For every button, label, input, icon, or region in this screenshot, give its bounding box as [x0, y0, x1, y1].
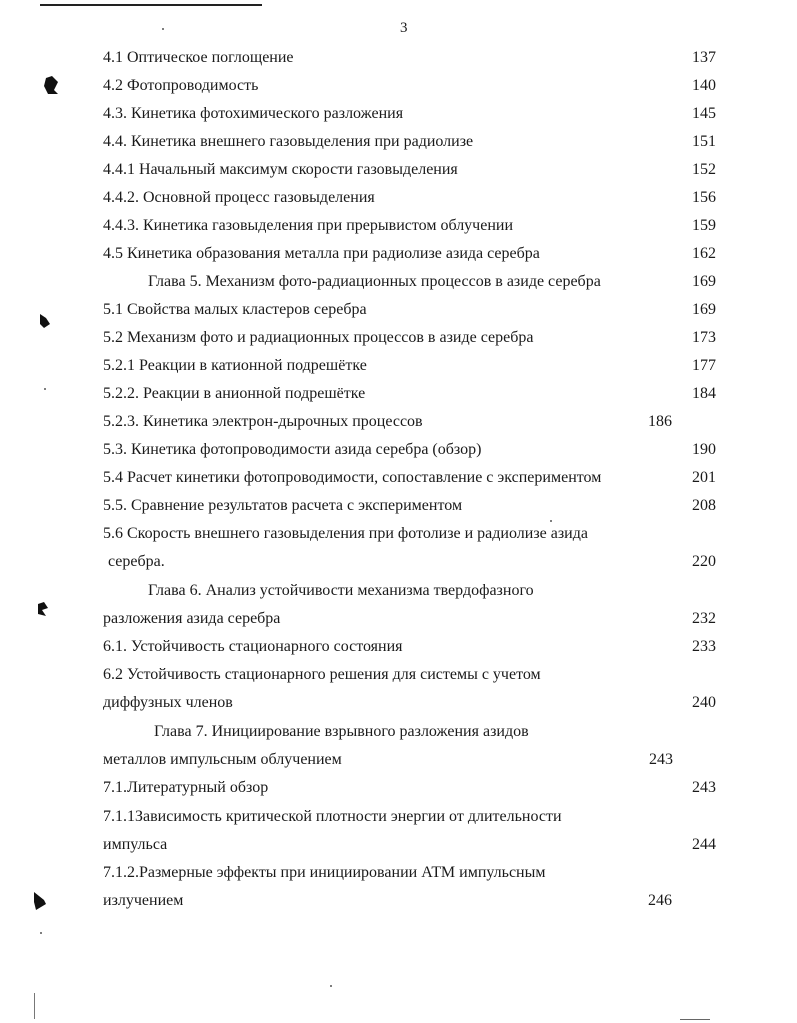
toc-entry-title: 5.6 Скорость внешнего газовыделения при фотолизе и радиолизе азида [103, 525, 588, 542]
toc-entry-title: диффузных членов [103, 694, 233, 711]
toc-entry-title: 5.3. Кинетика фотопроводимости азида серебра (обзор) [103, 441, 482, 458]
toc-entry-page: 201 [692, 469, 716, 486]
toc-entry-title: 5.2 Механизм фото и радиационных процессов в азиде серебра [103, 329, 534, 346]
toc-entry-page: 151 [692, 133, 716, 150]
toc-entry-page: 232 [692, 610, 716, 627]
punch-hole-mark [36, 602, 50, 618]
scan-speck [44, 388, 46, 390]
toc-entry-title: 4.3. Кинетика фотохимического разложения [103, 105, 404, 122]
chapter-heading: металлов импульсным облучением [103, 751, 342, 768]
toc-entry-page: 243 [649, 751, 673, 768]
toc-entry-page: 156 [692, 189, 716, 206]
page-number: 3 [400, 20, 408, 36]
toc-entry-page: 162 [692, 245, 716, 262]
toc-entry-page: 184 [692, 385, 716, 402]
toc-entry-title: 5.4 Расчет кинетики фотопроводимости, сопоставление с экспериментом [103, 469, 602, 486]
toc-entry-title: 4.4.2. Основной процесс газовыделения [103, 189, 375, 206]
scan-speck [330, 985, 332, 987]
punch-hole-mark [38, 314, 52, 330]
toc-entry-title: 5.1 Свойства малых кластеров серебра [103, 301, 367, 318]
toc-entry-title: 4.2 Фотопроводимость [103, 77, 259, 94]
scan-bottom-rule [680, 1019, 710, 1020]
toc-entry-page: 169 [692, 273, 716, 290]
scan-speck [162, 28, 164, 30]
toc-entry-title: 4.4. Кинетика внешнего газовыделения при радиолизе [103, 133, 474, 150]
toc-entry-title: излучением [103, 892, 184, 909]
toc-entry-page: 145 [692, 105, 716, 122]
chapter-heading: Глава 6. Анализ устойчивости механизма твердофазного [148, 582, 534, 599]
toc-entry-page: 246 [648, 892, 672, 909]
toc-entry-title: 6.1. Устойчивость стационарного состояния [103, 638, 403, 655]
toc-entry-page: 208 [692, 497, 716, 514]
toc-entry-title: 7.1.Литературный обзор [103, 779, 269, 796]
toc-entry-page: 137 [692, 49, 716, 66]
top-rule [40, 4, 262, 6]
toc-entry-page: 177 [692, 357, 716, 374]
scan-speck [40, 932, 42, 934]
chapter-heading: Глава 7. Инициирование взрывного разложения азидов [154, 723, 529, 740]
toc-entry-title: 7.1.1Зависимость критической плотности энергии от длительности [103, 808, 562, 825]
toc-entry-title: 4.4.1 Начальный максимум скорости газовыделения [103, 161, 458, 178]
scan-speck [550, 520, 552, 522]
toc-entry-title: 4.1 Оптическое поглощение [103, 49, 294, 66]
toc-entry-page: 140 [692, 77, 716, 94]
toc-entry-page: 190 [692, 441, 716, 458]
toc-entry-page: 220 [692, 553, 716, 570]
scan-edge-line [34, 993, 35, 1019]
punch-hole-mark [42, 76, 62, 96]
toc-entry-title: 4.5 Кинетика образования металла при радиолизе азида серебра [103, 245, 540, 262]
toc-entry-page: 244 [692, 836, 716, 853]
toc-entry-page: 186 [648, 413, 672, 430]
toc-entry-page: 159 [692, 217, 716, 234]
toc-entry-title: 5.5. Сравнение результатов расчета с экспериментом [103, 497, 463, 514]
toc-entry-title: 5.2.1 Реакции в катионной подрешётке [103, 357, 367, 374]
toc-entry-title: 5.2.3. Кинетика электрон-дырочных процессов [103, 413, 423, 430]
toc-entry-title: серебра. [108, 553, 165, 570]
toc-entry-title: импульса [103, 836, 168, 853]
chapter-heading: Глава 5. Механизм фото-радиационных процессов в азиде серебра [148, 273, 601, 290]
chapter-heading: разложения азида серебра [103, 610, 281, 627]
toc-entry-page: 240 [692, 694, 716, 711]
toc-entry-page: 233 [692, 638, 716, 655]
toc-entry-page: 152 [692, 161, 716, 178]
toc-entry-title: 5.2.2. Реакции в анионной подрешётке [103, 385, 366, 402]
toc-entry-page: 169 [692, 301, 716, 318]
toc-entry-title: 4.4.3. Кинетика газовыделения при прерывистом облучении [103, 217, 514, 234]
toc-entry-page: 243 [692, 779, 716, 796]
toc-entry-title: 7.1.2.Размерные эффекты при инициировании АТМ импульсным [103, 864, 546, 881]
toc-entry-page: 173 [692, 329, 716, 346]
toc-entry-title: 6.2 Устойчивость стационарного решения для системы с учетом [103, 666, 541, 683]
punch-hole-mark [32, 892, 48, 910]
